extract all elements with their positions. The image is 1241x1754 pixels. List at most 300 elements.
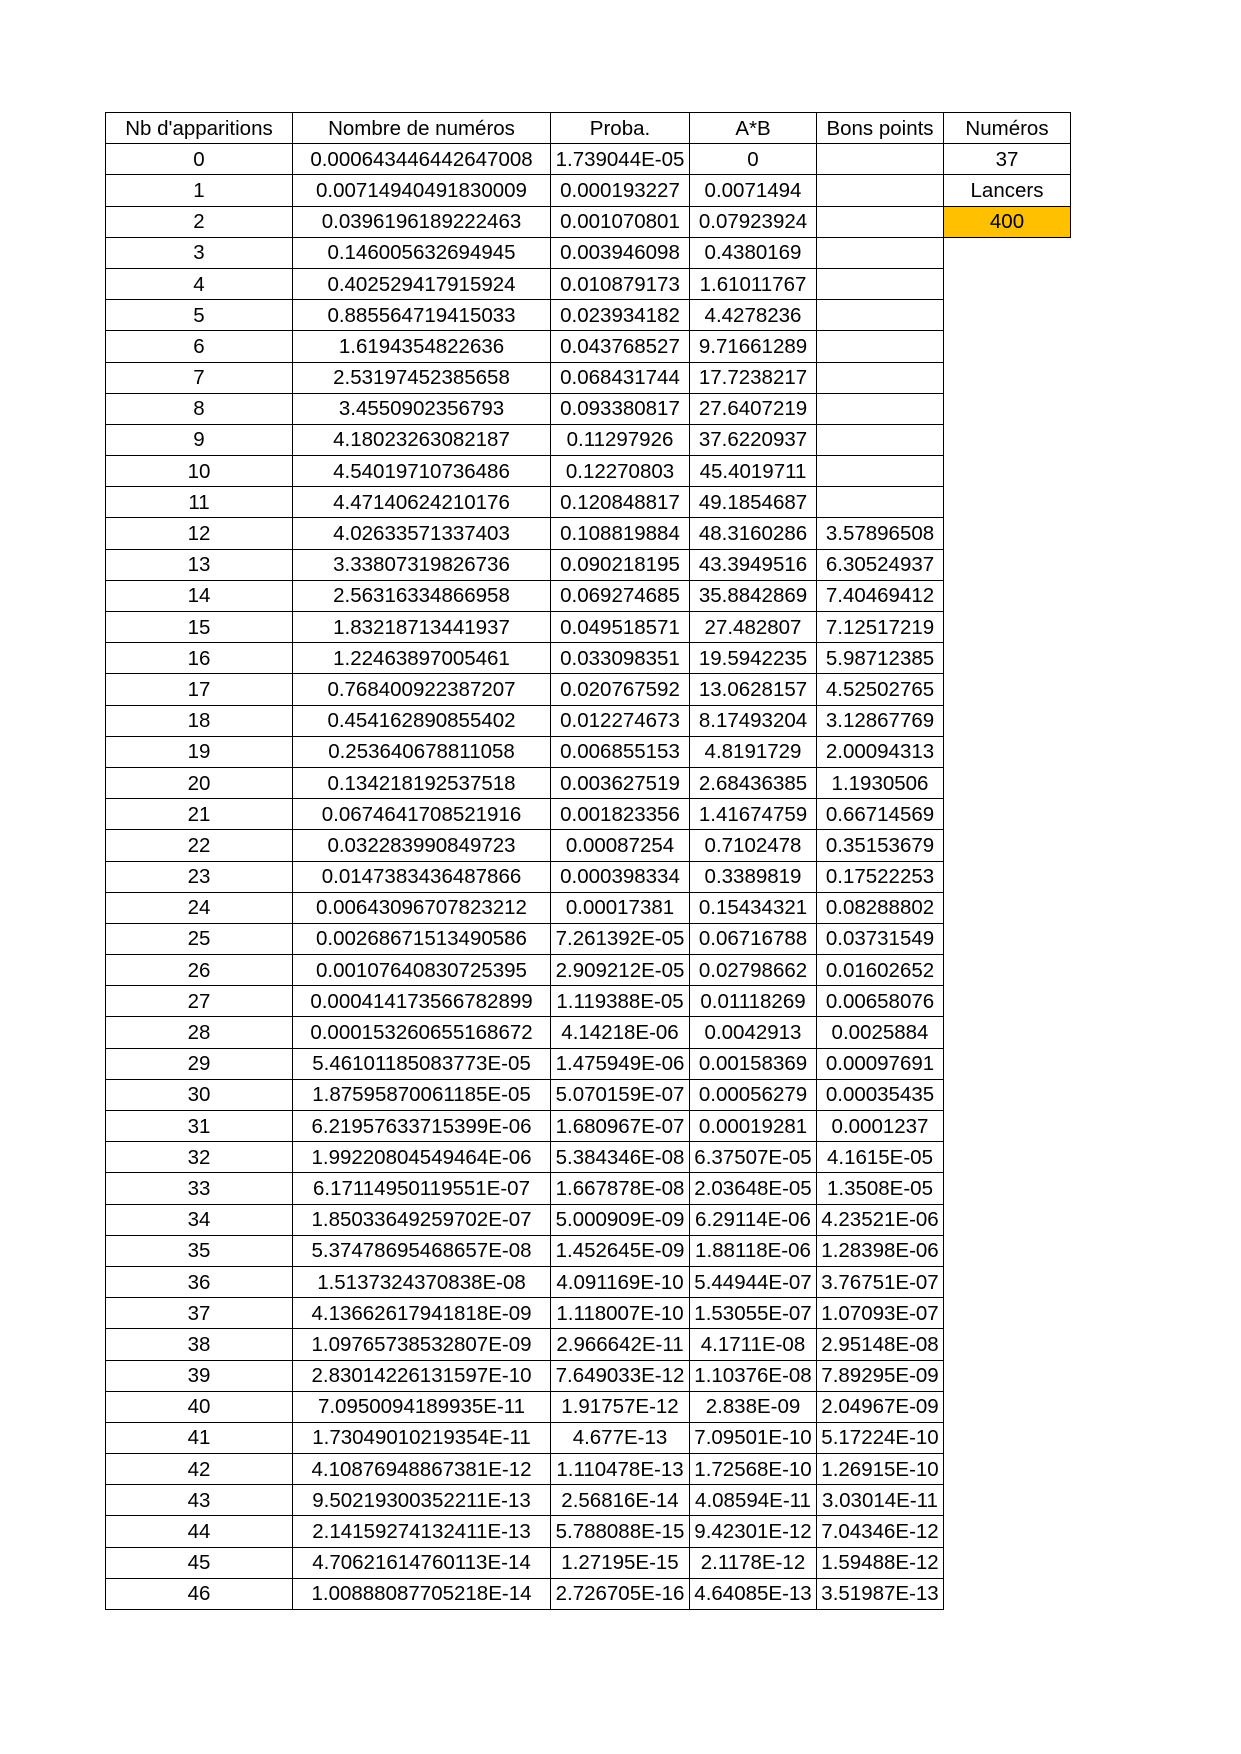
table-row <box>106 1017 1071 1048</box>
nombre-de-numeros-cell[interactable]: 1.6194354822636 <box>293 331 551 362</box>
a-times-b-cell[interactable]: 19.5942235 <box>690 643 817 674</box>
nombre-de-numeros-cell[interactable]: 1.83218713441937 <box>293 612 551 643</box>
bons-points-cell[interactable]: 5.98712385 <box>817 643 944 674</box>
a-times-b-cell[interactable]: 6.37507E-05 <box>690 1142 817 1173</box>
proba-cell[interactable]: 5.070159E-07 <box>551 1079 690 1110</box>
nombre-de-numeros-cell[interactable]: 5.46101185083773E-05 <box>293 1048 551 1079</box>
proba-cell[interactable]: 0.001823356 <box>551 799 690 830</box>
nb-apparitions-cell[interactable]: 43 <box>106 1485 293 1516</box>
nb-apparitions-cell[interactable]: 13 <box>106 549 293 580</box>
proba-cell[interactable]: 5.384346E-08 <box>551 1142 690 1173</box>
proba-cell[interactable]: 2.56816E-14 <box>551 1485 690 1516</box>
nb-apparitions-cell[interactable]: 8 <box>106 393 293 424</box>
numeros-value-cell[interactable]: 37 <box>944 144 1071 175</box>
nb-apparitions-cell[interactable]: 18 <box>106 705 293 736</box>
table-row <box>106 705 1071 736</box>
proba-cell[interactable]: 1.27195E-15 <box>551 1547 690 1578</box>
proba-cell[interactable]: 0.069274685 <box>551 580 690 611</box>
empty-cell <box>944 424 1071 455</box>
header-numeros[interactable]: Numéros <box>944 113 1071 144</box>
bons-points-cell[interactable]: 0.00035435 <box>817 1079 944 1110</box>
nombre-de-numeros-cell[interactable]: 0.402529417915924 <box>293 268 551 299</box>
proba-cell[interactable]: 0.000193227 <box>551 175 690 206</box>
bons-points-cell[interactable] <box>817 175 944 206</box>
a-times-b-cell[interactable]: 27.6407219 <box>690 393 817 424</box>
nombre-de-numeros-cell[interactable]: 7.0950094189935E-11 <box>293 1391 551 1422</box>
nb-apparitions-cell[interactable]: 11 <box>106 487 293 518</box>
proba-cell[interactable]: 1.475949E-06 <box>551 1048 690 1079</box>
a-times-b-cell[interactable]: 1.61011767 <box>690 268 817 299</box>
nb-apparitions-cell[interactable]: 28 <box>106 1017 293 1048</box>
proba-cell[interactable]: 5.788088E-15 <box>551 1516 690 1547</box>
table-row <box>106 549 1071 580</box>
header-row <box>106 113 1071 144</box>
a-times-b-cell[interactable]: 2.838E-09 <box>690 1391 817 1422</box>
bons-points-cell[interactable] <box>817 268 944 299</box>
proba-cell[interactable]: 7.261392E-05 <box>551 923 690 954</box>
a-times-b-cell[interactable]: 0.06716788 <box>690 923 817 954</box>
nb-apparitions-cell[interactable]: 5 <box>106 300 293 331</box>
proba-cell[interactable]: 0.049518571 <box>551 612 690 643</box>
header-bons-points[interactable]: Bons points <box>817 113 944 144</box>
proba-cell[interactable]: 0.11297926 <box>551 424 690 455</box>
nb-apparitions-cell[interactable]: 39 <box>106 1360 293 1391</box>
a-times-b-cell[interactable]: 8.17493204 <box>690 705 817 736</box>
lancers-value-cell[interactable]: 400 <box>944 206 1071 237</box>
empty-cell <box>944 1142 1071 1173</box>
empty-cell <box>944 1516 1071 1547</box>
nb-apparitions-cell[interactable]: 7 <box>106 362 293 393</box>
empty-cell <box>944 1204 1071 1235</box>
nb-apparitions-cell[interactable]: 3 <box>106 237 293 268</box>
table-row <box>106 456 1071 487</box>
bons-points-cell[interactable] <box>817 424 944 455</box>
nb-apparitions-cell[interactable]: 24 <box>106 892 293 923</box>
header-nb-apparitions[interactable]: Nb d'apparitions <box>106 113 293 144</box>
proba-cell[interactable]: 7.649033E-12 <box>551 1360 690 1391</box>
a-times-b-cell[interactable]: 2.68436385 <box>690 767 817 798</box>
empty-cell <box>944 1485 1071 1516</box>
bons-points-cell[interactable]: 1.1930506 <box>817 767 944 798</box>
lancers-label-cell[interactable]: Lancers <box>944 175 1071 206</box>
bons-points-cell[interactable] <box>817 144 944 175</box>
a-times-b-cell[interactable]: 4.4278236 <box>690 300 817 331</box>
nombre-de-numeros-cell[interactable]: 2.83014226131597E-10 <box>293 1360 551 1391</box>
proba-cell[interactable]: 0.108819884 <box>551 518 690 549</box>
bons-points-cell[interactable]: 1.26915E-10 <box>817 1454 944 1485</box>
nombre-de-numeros-cell[interactable]: 1.85033649259702E-07 <box>293 1204 551 1235</box>
bons-points-cell[interactable]: 3.76751E-07 <box>817 1266 944 1297</box>
table-row <box>106 268 1071 299</box>
nombre-de-numeros-cell[interactable]: 0.0674641708521916 <box>293 799 551 830</box>
a-times-b-cell[interactable]: 0.00019281 <box>690 1111 817 1142</box>
proba-cell[interactable]: 0.120848817 <box>551 487 690 518</box>
header-nombre-de-numeros[interactable]: Nombre de numéros <box>293 113 551 144</box>
table-row <box>106 986 1071 1017</box>
empty-cell <box>944 1391 1071 1422</box>
nb-apparitions-cell[interactable]: 10 <box>106 456 293 487</box>
nb-apparitions-cell[interactable]: 35 <box>106 1235 293 1266</box>
bons-points-cell[interactable]: 3.03014E-11 <box>817 1485 944 1516</box>
a-times-b-cell[interactable]: 45.4019711 <box>690 456 817 487</box>
proba-cell[interactable]: 0.006855153 <box>551 736 690 767</box>
proba-cell[interactable]: 1.739044E-05 <box>551 144 690 175</box>
table-row <box>106 1048 1071 1079</box>
empty-cell <box>944 1266 1071 1297</box>
proba-cell[interactable]: 0.020767592 <box>551 674 690 705</box>
proba-cell[interactable]: 0.068431744 <box>551 362 690 393</box>
a-times-b-cell[interactable]: 35.8842869 <box>690 580 817 611</box>
nombre-de-numeros-cell[interactable]: 0.0147383436487866 <box>293 861 551 892</box>
proba-cell[interactable]: 0.043768527 <box>551 331 690 362</box>
nb-apparitions-cell[interactable]: 41 <box>106 1422 293 1453</box>
table-row <box>106 1266 1071 1297</box>
nb-apparitions-cell[interactable]: 25 <box>106 923 293 954</box>
nombre-de-numeros-cell[interactable]: 4.10876948867381E-12 <box>293 1454 551 1485</box>
nombre-de-numeros-cell[interactable]: 1.87595870061185E-05 <box>293 1079 551 1110</box>
a-times-b-cell[interactable]: 0.01118269 <box>690 986 817 1017</box>
bons-points-cell[interactable]: 1.07093E-07 <box>817 1298 944 1329</box>
nombre-de-numeros-cell[interactable]: 0.253640678811058 <box>293 736 551 767</box>
empty-cell <box>944 362 1071 393</box>
bons-points-cell[interactable] <box>817 487 944 518</box>
bons-points-cell[interactable]: 4.1615E-05 <box>817 1142 944 1173</box>
nb-apparitions-cell[interactable]: 17 <box>106 674 293 705</box>
a-times-b-cell[interactable]: 9.71661289 <box>690 331 817 362</box>
nombre-de-numeros-cell[interactable]: 0.00714940491830009 <box>293 175 551 206</box>
nb-apparitions-cell[interactable]: 32 <box>106 1142 293 1173</box>
a-times-b-cell[interactable]: 4.1711E-08 <box>690 1329 817 1360</box>
proba-cell[interactable]: 0.000398334 <box>551 861 690 892</box>
nombre-de-numeros-cell[interactable]: 0.00268671513490586 <box>293 923 551 954</box>
table-row <box>106 1298 1071 1329</box>
a-times-b-cell[interactable]: 2.03648E-05 <box>690 1173 817 1204</box>
bons-points-cell[interactable] <box>817 331 944 362</box>
header-proba[interactable]: Proba. <box>551 113 690 144</box>
empty-cell <box>944 518 1071 549</box>
proba-cell[interactable]: 1.452645E-09 <box>551 1235 690 1266</box>
proba-cell[interactable]: 0.012274673 <box>551 705 690 736</box>
proba-cell[interactable]: 0.090218195 <box>551 549 690 580</box>
bons-points-cell[interactable]: 1.28398E-06 <box>817 1235 944 1266</box>
empty-cell <box>944 1578 1071 1609</box>
nb-apparitions-cell[interactable]: 27 <box>106 986 293 1017</box>
nombre-de-numeros-cell[interactable]: 6.17114950119551E-07 <box>293 1173 551 1204</box>
a-times-b-cell[interactable]: 1.53055E-07 <box>690 1298 817 1329</box>
nombre-de-numeros-cell[interactable]: 1.5137324370838E-08 <box>293 1266 551 1297</box>
a-times-b-cell[interactable]: 1.10376E-08 <box>690 1360 817 1391</box>
proba-cell[interactable]: 0.093380817 <box>551 393 690 424</box>
nombre-de-numeros-cell[interactable]: 3.4550902356793 <box>293 393 551 424</box>
bons-points-cell[interactable] <box>817 393 944 424</box>
proba-cell[interactable]: 0.023934182 <box>551 300 690 331</box>
nb-apparitions-cell[interactable]: 37 <box>106 1298 293 1329</box>
a-times-b-cell[interactable]: 9.42301E-12 <box>690 1516 817 1547</box>
bons-points-cell[interactable]: 6.30524937 <box>817 549 944 580</box>
a-times-b-cell[interactable]: 0.0071494 <box>690 175 817 206</box>
table-row <box>106 1235 1071 1266</box>
nb-apparitions-cell[interactable]: 20 <box>106 767 293 798</box>
a-times-b-cell[interactable]: 1.41674759 <box>690 799 817 830</box>
table-row <box>106 300 1071 331</box>
a-times-b-cell[interactable]: 4.08594E-11 <box>690 1485 817 1516</box>
nombre-de-numeros-cell[interactable]: 0.00107640830725395 <box>293 955 551 986</box>
a-times-b-cell[interactable]: 43.3949516 <box>690 549 817 580</box>
table-row <box>106 1391 1071 1422</box>
empty-cell <box>944 1298 1071 1329</box>
empty-cell <box>944 487 1071 518</box>
bons-points-cell[interactable]: 7.89295E-09 <box>817 1360 944 1391</box>
nombre-de-numeros-cell[interactable]: 4.02633571337403 <box>293 518 551 549</box>
nb-apparitions-cell[interactable]: 33 <box>106 1173 293 1204</box>
bons-points-cell[interactable]: 0.66714569 <box>817 799 944 830</box>
a-times-b-cell[interactable]: 4.64085E-13 <box>690 1578 817 1609</box>
header-a-times-b[interactable]: A*B <box>690 113 817 144</box>
bons-points-cell[interactable]: 0.00097691 <box>817 1048 944 1079</box>
a-times-b-cell[interactable]: 0.02798662 <box>690 955 817 986</box>
a-times-b-cell[interactable]: 0.15434321 <box>690 892 817 923</box>
nombre-de-numeros-cell[interactable]: 1.73049010219354E-11 <box>293 1422 551 1453</box>
empty-cell <box>944 1422 1071 1453</box>
table-row <box>106 923 1071 954</box>
nombre-de-numeros-cell[interactable]: 3.33807319826736 <box>293 549 551 580</box>
proba-cell[interactable]: 0.003946098 <box>551 237 690 268</box>
bons-points-cell[interactable]: 5.17224E-10 <box>817 1422 944 1453</box>
empty-cell <box>944 799 1071 830</box>
nombre-de-numeros-cell[interactable]: 0.134218192537518 <box>293 767 551 798</box>
empty-cell <box>944 1111 1071 1142</box>
nb-apparitions-cell[interactable]: 26 <box>106 955 293 986</box>
proba-cell[interactable]: 1.680967E-07 <box>551 1111 690 1142</box>
proba-cell[interactable]: 0.010879173 <box>551 268 690 299</box>
nb-apparitions-cell[interactable]: 38 <box>106 1329 293 1360</box>
bons-points-cell[interactable]: 2.00094313 <box>817 736 944 767</box>
bons-points-cell[interactable]: 7.04346E-12 <box>817 1516 944 1547</box>
a-times-b-cell[interactable]: 17.7238217 <box>690 362 817 393</box>
nombre-de-numeros-cell[interactable]: 0.146005632694945 <box>293 237 551 268</box>
nombre-de-numeros-cell[interactable]: 0.885564719415033 <box>293 300 551 331</box>
nombre-de-numeros-cell[interactable]: 0.000643446442647008 <box>293 144 551 175</box>
bons-points-cell[interactable]: 0.0025884 <box>817 1017 944 1048</box>
a-times-b-cell[interactable]: 37.6220937 <box>690 424 817 455</box>
bons-points-cell[interactable]: 7.40469412 <box>817 580 944 611</box>
a-times-b-cell[interactable]: 0.0042913 <box>690 1017 817 1048</box>
bons-points-cell[interactable]: 0.35153679 <box>817 830 944 861</box>
bons-points-cell[interactable]: 0.00658076 <box>817 986 944 1017</box>
nb-apparitions-cell[interactable]: 12 <box>106 518 293 549</box>
nombre-de-numeros-cell[interactable]: 9.50219300352211E-13 <box>293 1485 551 1516</box>
nombre-de-numeros-cell[interactable]: 1.22463897005461 <box>293 643 551 674</box>
nb-apparitions-cell[interactable]: 22 <box>106 830 293 861</box>
proba-cell[interactable]: 0.001070801 <box>551 206 690 237</box>
nombre-de-numeros-cell[interactable]: 1.99220804549464E-06 <box>293 1142 551 1173</box>
nb-apparitions-cell[interactable]: 34 <box>106 1204 293 1235</box>
nb-apparitions-cell[interactable]: 1 <box>106 175 293 206</box>
empty-cell <box>944 1454 1071 1485</box>
nb-apparitions-cell[interactable]: 23 <box>106 861 293 892</box>
nombre-de-numeros-cell[interactable]: 0.454162890855402 <box>293 705 551 736</box>
bons-points-cell[interactable]: 0.0001237 <box>817 1111 944 1142</box>
a-times-b-cell[interactable]: 0.00158369 <box>690 1048 817 1079</box>
table-row <box>106 1360 1071 1391</box>
nombre-de-numeros-cell[interactable]: 5.37478695468657E-08 <box>293 1235 551 1266</box>
bons-points-cell[interactable]: 0.01602652 <box>817 955 944 986</box>
nb-apparitions-cell[interactable]: 6 <box>106 331 293 362</box>
nb-apparitions-cell[interactable]: 40 <box>106 1391 293 1422</box>
table-row <box>106 1329 1071 1360</box>
table-row <box>106 362 1071 393</box>
empty-cell <box>944 612 1071 643</box>
nombre-de-numeros-cell[interactable]: 4.13662617941818E-09 <box>293 1298 551 1329</box>
a-times-b-cell[interactable]: 0.4380169 <box>690 237 817 268</box>
proba-cell[interactable]: 0.00087254 <box>551 830 690 861</box>
nombre-de-numeros-cell[interactable]: 4.54019710736486 <box>293 456 551 487</box>
bons-points-cell[interactable] <box>817 456 944 487</box>
bons-points-cell[interactable] <box>817 206 944 237</box>
table-row <box>106 393 1071 424</box>
proba-cell[interactable]: 5.000909E-09 <box>551 1204 690 1235</box>
empty-cell <box>944 674 1071 705</box>
table-row <box>106 861 1071 892</box>
table-row <box>106 892 1071 923</box>
proba-cell[interactable]: 1.119388E-05 <box>551 986 690 1017</box>
nombre-de-numeros-cell[interactable]: 0.0396196189222463 <box>293 206 551 237</box>
table-row <box>106 767 1071 798</box>
empty-cell <box>944 331 1071 362</box>
bons-points-cell[interactable]: 2.04967E-09 <box>817 1391 944 1422</box>
a-times-b-cell[interactable]: 0.7102478 <box>690 830 817 861</box>
nombre-de-numeros-cell[interactable]: 0.000414173566782899 <box>293 986 551 1017</box>
nb-apparitions-cell[interactable]: 29 <box>106 1048 293 1079</box>
nombre-de-numeros-cell[interactable]: 1.09765738532807E-09 <box>293 1329 551 1360</box>
nombre-de-numeros-cell[interactable]: 0.768400922387207 <box>293 674 551 705</box>
nombre-de-numeros-cell[interactable]: 2.56316334866958 <box>293 580 551 611</box>
bons-points-cell[interactable]: 4.23521E-06 <box>817 1204 944 1235</box>
table-row <box>106 1142 1071 1173</box>
nb-apparitions-cell[interactable]: 30 <box>106 1079 293 1110</box>
table-row <box>106 1547 1071 1578</box>
empty-cell <box>944 705 1071 736</box>
bons-points-cell[interactable]: 1.59488E-12 <box>817 1547 944 1578</box>
table-row <box>106 955 1071 986</box>
bons-points-cell[interactable] <box>817 300 944 331</box>
bons-points-cell[interactable]: 3.57896508 <box>817 518 944 549</box>
proba-cell[interactable]: 1.118007E-10 <box>551 1298 690 1329</box>
nombre-de-numeros-cell[interactable]: 1.00888087705218E-14 <box>293 1578 551 1609</box>
a-times-b-cell[interactable]: 6.29114E-06 <box>690 1204 817 1235</box>
nb-apparitions-cell[interactable]: 2 <box>106 206 293 237</box>
empty-cell <box>944 1329 1071 1360</box>
proba-cell[interactable]: 1.667878E-08 <box>551 1173 690 1204</box>
nb-apparitions-cell[interactable]: 0 <box>106 144 293 175</box>
a-times-b-cell[interactable]: 27.482807 <box>690 612 817 643</box>
nombre-de-numeros-cell[interactable]: 0.032283990849723 <box>293 830 551 861</box>
proba-cell[interactable]: 4.091169E-10 <box>551 1266 690 1297</box>
nb-apparitions-cell[interactable]: 21 <box>106 799 293 830</box>
proba-cell[interactable]: 0.00017381 <box>551 892 690 923</box>
bons-points-cell[interactable] <box>817 362 944 393</box>
table-row <box>106 799 1071 830</box>
bons-points-cell[interactable] <box>817 237 944 268</box>
empty-cell <box>944 268 1071 299</box>
nb-apparitions-cell[interactable]: 4 <box>106 268 293 299</box>
nb-apparitions-cell[interactable]: 45 <box>106 1547 293 1578</box>
nb-apparitions-cell[interactable]: 19 <box>106 736 293 767</box>
empty-cell <box>944 861 1071 892</box>
proba-cell[interactable]: 2.909212E-05 <box>551 955 690 986</box>
empty-cell <box>944 549 1071 580</box>
a-times-b-cell[interactable]: 1.88118E-06 <box>690 1235 817 1266</box>
a-times-b-cell[interactable]: 13.0628157 <box>690 674 817 705</box>
a-times-b-cell[interactable]: 49.1854687 <box>690 487 817 518</box>
nb-apparitions-cell[interactable]: 46 <box>106 1578 293 1609</box>
proba-cell[interactable]: 1.110478E-13 <box>551 1454 690 1485</box>
nb-apparitions-cell[interactable]: 36 <box>106 1266 293 1297</box>
proba-cell[interactable]: 1.91757E-12 <box>551 1391 690 1422</box>
a-times-b-cell[interactable]: 48.3160286 <box>690 518 817 549</box>
table-row <box>106 674 1071 705</box>
bons-points-cell[interactable]: 3.12867769 <box>817 705 944 736</box>
table-row <box>106 1422 1071 1453</box>
table-row <box>106 1516 1071 1547</box>
nombre-de-numeros-cell[interactable]: 4.70621614760113E-14 <box>293 1547 551 1578</box>
nombre-de-numeros-cell[interactable]: 0.00643096707823212 <box>293 892 551 923</box>
nb-apparitions-cell[interactable]: 9 <box>106 424 293 455</box>
a-times-b-cell[interactable]: 0 <box>690 144 817 175</box>
nombre-de-numeros-cell[interactable]: 6.21957633715399E-06 <box>293 1111 551 1142</box>
table-row <box>106 424 1071 455</box>
bons-points-cell[interactable]: 7.12517219 <box>817 612 944 643</box>
proba-cell[interactable]: 2.966642E-11 <box>551 1329 690 1360</box>
a-times-b-cell[interactable]: 0.00056279 <box>690 1079 817 1110</box>
nb-apparitions-cell[interactable]: 16 <box>106 643 293 674</box>
bons-points-cell[interactable]: 0.03731549 <box>817 923 944 954</box>
empty-cell <box>944 1048 1071 1079</box>
a-times-b-cell[interactable]: 1.72568E-10 <box>690 1454 817 1485</box>
nb-apparitions-cell[interactable]: 44 <box>106 1516 293 1547</box>
empty-cell <box>944 1360 1071 1391</box>
bons-points-cell[interactable]: 0.08288802 <box>817 892 944 923</box>
nb-apparitions-cell[interactable]: 14 <box>106 580 293 611</box>
a-times-b-cell[interactable]: 5.44944E-07 <box>690 1266 817 1297</box>
a-times-b-cell[interactable]: 2.1178E-12 <box>690 1547 817 1578</box>
nombre-de-numeros-cell[interactable]: 4.47140624210176 <box>293 487 551 518</box>
nombre-de-numeros-cell[interactable]: 0.000153260655168672 <box>293 1017 551 1048</box>
a-times-b-cell[interactable]: 0.3389819 <box>690 861 817 892</box>
proba-cell[interactable]: 0.033098351 <box>551 643 690 674</box>
a-times-b-cell[interactable]: 4.8191729 <box>690 736 817 767</box>
a-times-b-cell[interactable]: 7.09501E-10 <box>690 1422 817 1453</box>
nb-apparitions-cell[interactable]: 42 <box>106 1454 293 1485</box>
bons-points-cell[interactable]: 3.51987E-13 <box>817 1578 944 1609</box>
proba-cell[interactable]: 4.677E-13 <box>551 1422 690 1453</box>
bons-points-cell[interactable]: 0.17522253 <box>817 861 944 892</box>
proba-cell[interactable]: 4.14218E-06 <box>551 1017 690 1048</box>
nombre-de-numeros-cell[interactable]: 2.14159274132411E-13 <box>293 1516 551 1547</box>
bons-points-cell[interactable]: 1.3508E-05 <box>817 1173 944 1204</box>
bons-points-cell[interactable]: 4.52502765 <box>817 674 944 705</box>
nb-apparitions-cell[interactable]: 31 <box>106 1111 293 1142</box>
proba-cell[interactable]: 0.12270803 <box>551 456 690 487</box>
nombre-de-numeros-cell[interactable]: 4.18023263082187 <box>293 424 551 455</box>
nb-apparitions-cell[interactable]: 15 <box>106 612 293 643</box>
table-row <box>106 1485 1071 1516</box>
nombre-de-numeros-cell[interactable]: 2.53197452385658 <box>293 362 551 393</box>
proba-cell[interactable]: 2.726705E-16 <box>551 1578 690 1609</box>
a-times-b-cell[interactable]: 0.07923924 <box>690 206 817 237</box>
proba-cell[interactable]: 0.003627519 <box>551 767 690 798</box>
bons-points-cell[interactable]: 2.95148E-08 <box>817 1329 944 1360</box>
